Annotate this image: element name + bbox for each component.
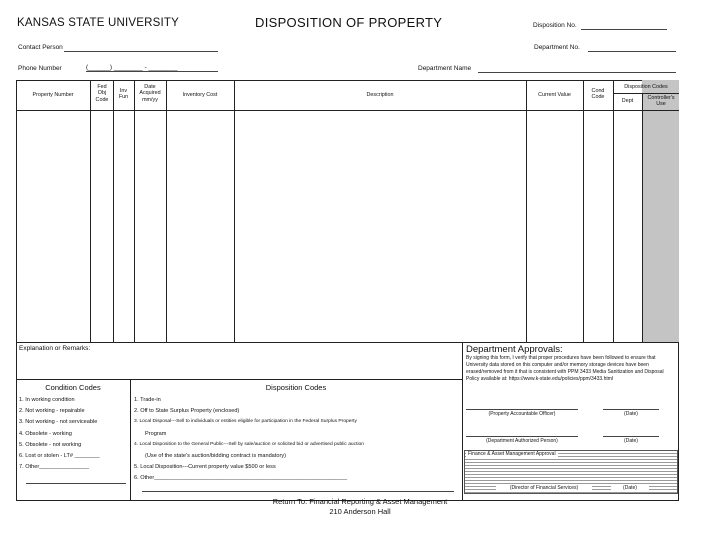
approvals-text-line: erased/removed from it that is consistent with PPM 3433 Media Sanitization and Disposal (466, 369, 664, 375)
finance-approval-label: Finance & Asset Management Approval (468, 451, 556, 457)
phone-number-field[interactable]: (______) ________ - ________ (86, 64, 218, 72)
codes-top-divider (16, 379, 462, 380)
approvals-text-line: Policy available at: https://www.k-state.edu/policies/ppm/3433.html (466, 376, 614, 382)
col-header-date-acquired: Date Acquired mm/yy (139, 84, 161, 103)
department-name-field[interactable] (478, 65, 676, 73)
col-header-current-value: Current Value (538, 92, 571, 98)
condition-other-line[interactable] (26, 483, 126, 484)
university-name: KANSAS STATE UNIVERSITY (17, 17, 180, 29)
disposition-code-item: Program (145, 431, 167, 437)
authorized-person-date-label: (Date) (624, 438, 638, 444)
condition-code-item: 6. Lost or stolen - LT# ________ (19, 453, 100, 459)
col-header-fed-obj-code: Fed Obj Code (95, 84, 109, 103)
disposition-code-item: 4. Local Disposition to the General Public---Sell by sale/auction or solicited bid or advertised public auction (134, 442, 364, 447)
return-to-line: Return To: Financial Reporting & Asset Management (272, 497, 448, 506)
condition-code-item: 4. Obsolete - working (19, 431, 72, 437)
disposition-other-line[interactable] (142, 491, 454, 492)
remarks-field[interactable] (17, 352, 461, 378)
property-entry-area[interactable] (17, 111, 642, 341)
authorized-person-signature-line[interactable] (466, 436, 578, 437)
phone-number-label: Phone Number (18, 65, 62, 72)
contact-person-label: Contact Person (18, 44, 63, 51)
disposition-no-label: Disposition No. (533, 22, 577, 29)
contact-person-field[interactable] (64, 44, 218, 52)
approvals-title: Department Approvals: (466, 344, 563, 355)
col-header-property-number: Property Number (32, 92, 74, 98)
col-header-cond-code: Cond Code (591, 88, 605, 101)
controller-signature-label: (Director of Financial Services) (496, 485, 592, 491)
col-header-disposition-codes: Disposition Codes (624, 84, 668, 90)
disposition-code-item: 2. Off to State Surplus Property (enclosed) (134, 408, 240, 414)
department-no-field[interactable] (588, 44, 676, 52)
table-bottom-divider (16, 342, 679, 343)
approvals-divider (462, 342, 463, 501)
condition-code-item: 2. Not working - repairable (19, 408, 85, 414)
col-header-controllers-use: Controller's Use (647, 95, 675, 108)
col-header-dept: Dept (621, 98, 634, 104)
column-divider (642, 93, 643, 342)
department-no-label: Department No. (534, 44, 580, 51)
col-header-inv-fun: Inv Fun (118, 88, 129, 101)
condition-code-item: 1. In working condition (19, 397, 75, 403)
approvals-text-line: University data stored on this computer and/or memory storage devices have been (466, 362, 649, 368)
form-title: DISPOSITION OF PROPERTY (255, 15, 443, 30)
disposition-codes-title: Disposition Codes (265, 383, 327, 392)
condition-code-item: 5. Obsolete - not working (19, 442, 82, 448)
authorized-person-date-line[interactable] (603, 436, 659, 437)
col-header-description: Description (366, 92, 394, 98)
authorized-person-label: (Department Authorized Person) (486, 438, 558, 444)
disposition-code-item: 6. Other______________________________________________________________ (134, 475, 348, 481)
disposition-code-item: 3. Local Disposal---Sell to individuals or entities eligible for participation in the Federal Surplus Property (134, 419, 357, 424)
codes-column-divider (130, 379, 131, 501)
condition-code-item: 7. Other________________ (19, 464, 89, 470)
condition-codes-title: Condition Codes (45, 383, 101, 392)
property-officer-signature-line[interactable] (466, 409, 578, 410)
property-officer-label: (Property Accountable Officer) (488, 411, 556, 417)
return-address-line: 210 Anderson Hall (329, 507, 391, 516)
disposition-code-item: 5. Local Disposition---Current property value $500 or less (134, 464, 276, 470)
remarks-label: Explanation or Remarks: (19, 345, 91, 352)
controllers-use-column-shade (642, 80, 679, 342)
col-header-inventory-cost: Inventory Cost (182, 92, 218, 98)
approvals-text-line: By signing this form, I verify that proper procedures have been followed to ensure that (466, 355, 656, 361)
disposition-code-item: (Use of the state's auction/bidding contract is mandatory) (145, 453, 286, 459)
disposition-no-field[interactable] (581, 22, 667, 30)
disposition-codes-subheader-divider (613, 93, 679, 94)
property-officer-date-label: (Date) (624, 411, 638, 417)
controller-date-label: (Date) (611, 485, 649, 491)
department-name-label: Department Name (418, 65, 472, 72)
condition-code-item: 3. Not working - not serviceable (19, 419, 98, 425)
property-officer-date-line[interactable] (603, 409, 659, 410)
disposition-code-item: 1. Trade-in (134, 397, 161, 403)
